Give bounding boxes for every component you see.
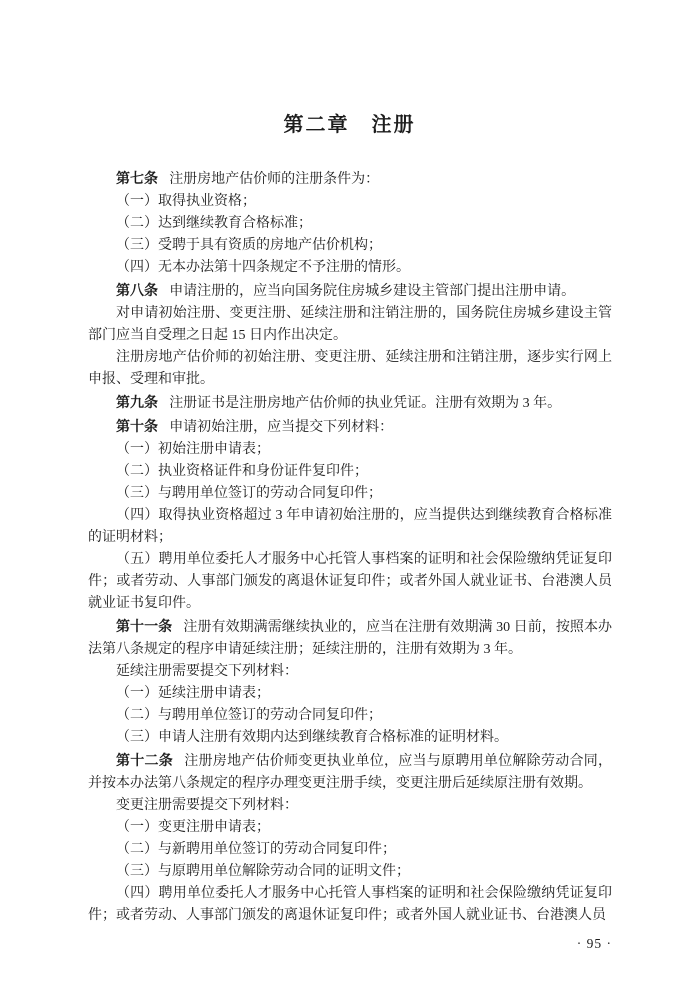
paragraph-text: 延续注册需要提交下列材料： xyxy=(116,664,298,679)
list-item xyxy=(88,257,612,279)
paragraph-text: （四）取得执业资格超过 3 年申请初始注册的，应当提供达到继续教育合格标准的证明材料； xyxy=(88,508,612,545)
paragraph-article-10 xyxy=(88,415,612,439)
paragraph-text: （三）与聘用单位签订的劳动合同复印件； xyxy=(116,486,382,501)
paragraph-text: （二）与新聘用单位签订的劳动合同复印件； xyxy=(116,842,396,857)
paragraph-text: （五）聘用单位委托人才服务中心托管人事档案的证明和社会保险缴纳凭证复印件；或者劳动、人事部门颁发的离退休证复印件；或者外国人就业证书、台港澳人员就业证书复印件。 xyxy=(88,552,612,611)
article-number: 第十条 xyxy=(116,418,158,434)
paragraph-article-11 xyxy=(88,615,612,661)
list-item xyxy=(88,505,612,549)
document-body xyxy=(88,167,612,927)
paragraph-text: （一）延续注册申请表； xyxy=(116,686,270,701)
paragraph-text: （四）无本办法第十四条规定不予注册的情形。 xyxy=(116,260,410,275)
paragraph-text: （二）达到继续教育合格标准； xyxy=(116,216,312,231)
paragraph xyxy=(88,347,612,391)
paragraph xyxy=(88,795,612,817)
list-item xyxy=(88,883,612,927)
paragraph-text: （三）申请人注册有效期内达到继续教育合格标准的证明材料。 xyxy=(116,730,508,745)
paragraph-text: （二）与聘用单位签订的劳动合同复印件； xyxy=(116,708,382,723)
list-item xyxy=(88,439,612,461)
paragraph-text: （一）变更注册申请表； xyxy=(116,820,270,835)
paragraph-text: （三）受聘于具有资质的房地产估价机构； xyxy=(116,238,382,253)
paragraph-text: 变更注册需要提交下列材料： xyxy=(116,798,298,813)
paragraph xyxy=(88,303,612,347)
page-number: · 95 · xyxy=(576,936,612,951)
article-number: 第十一条 xyxy=(116,618,173,634)
paragraph-article-8 xyxy=(88,279,612,303)
list-item xyxy=(88,817,612,839)
list-item xyxy=(88,839,612,861)
list-item xyxy=(88,549,612,615)
paragraph-text: 注册房地产估价师的注册条件为： xyxy=(169,172,380,187)
paragraph-article-9 xyxy=(88,391,612,415)
paragraph-text: （四）聘用单位委托人才服务中心托管人事档案的证明和社会保险缴纳凭证复印件；或者劳动、人事部门颁发的离退休证复印件；或者外国人就业证书、台港澳人员 xyxy=(88,886,612,923)
article-number: 第九条 xyxy=(116,394,158,410)
paragraph-article-12 xyxy=(88,749,612,795)
list-item xyxy=(88,861,612,883)
paragraph-text: （一）取得执业资格； xyxy=(116,194,256,209)
list-item xyxy=(88,727,612,749)
list-item xyxy=(88,705,612,727)
paragraph-article-7 xyxy=(88,167,612,191)
list-item xyxy=(88,235,612,257)
paragraph-text: 注册房地产估价师变更执业单位，应当与原聘用单位解除劳动合同，并按本办法第八条规定的程序办理变更注册手续，变更注册后延续原注册有效期。 xyxy=(88,754,613,791)
paragraph-text: 注册有效期满需继续执业的，应当在注册有效期满 30 日前，按照本办法第八条规定的程序申请延续注册；延续注册的，注册有效期为 3 年。 xyxy=(88,620,613,657)
paragraph xyxy=(88,661,612,683)
paragraph-text: （三）与原聘用单位解除劳动合同的证明文件； xyxy=(116,864,410,879)
list-item xyxy=(88,483,612,505)
paragraph-text: 对申请初始注册、变更注册、延续注册和注销注册的，国务院住房城乡建设主管部门应当自受理之日起 15 日内作出决定。 xyxy=(88,306,612,343)
article-number: 第八条 xyxy=(116,282,158,298)
article-number: 第七条 xyxy=(116,170,158,186)
chapter-title: 第二章 注册 xyxy=(283,114,416,136)
article-number: 第十二条 xyxy=(116,752,174,768)
list-item xyxy=(88,191,612,213)
paragraph-text: （二）执业资格证件和身份证件复印件； xyxy=(116,464,368,479)
list-item xyxy=(88,461,612,483)
paragraph-text: 申请注册的，应当向国务院住房城乡建设主管部门提出注册申请。 xyxy=(169,284,576,299)
paragraph-text: （一）初始注册申请表； xyxy=(116,442,270,457)
paragraph-text: 注册证书是注册房地产估价师的执业凭证。注册有效期为 3 年。 xyxy=(169,396,562,411)
paragraph-text: 申请初始注册，应当提交下列材料： xyxy=(169,420,394,435)
paragraph-text: 注册房地产估价师的初始注册、变更注册、延续注册和注销注册，逐步实行网上申报、受理和审批。 xyxy=(88,350,612,387)
list-item xyxy=(88,683,612,705)
list-item xyxy=(88,213,612,235)
